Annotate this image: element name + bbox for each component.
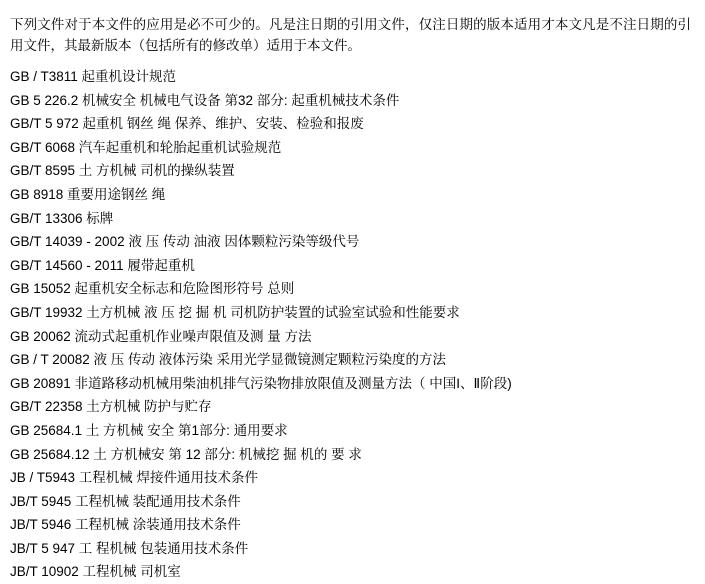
list-item: GB 5 226.2 机械安全 机械电气设备 第32 部分: 起重机械技术条件 [10, 92, 400, 108]
list-item: GB/T 22358 土方机械 防护与贮存 [10, 399, 212, 415]
list-item: GB/T 14560 - 2011 履带起重机 [10, 257, 195, 273]
list-item: GB / T3811 起重机设计规范 [10, 69, 177, 84]
list-item: GB 15052 起重机安全标志和危险图形符号 总则 [10, 281, 295, 297]
intro-paragraph: 下列文件对于本文件的应用是必不可少的。凡是注日期的引用文件，仅注日期的版本适用才本文凡是不注日期的引用文件，其最新版本（包括所有的修改单）适用于本文件。 [10, 17, 691, 53]
list-item: JB / T5943 工程机械 焊接件通用技术条件 [10, 470, 259, 486]
list-item: GB/T 19932 土方机械 液 压 挖 掘 机 司机防护装置的试验室试验和性能要求 [10, 304, 460, 320]
list-item: GB/T 6068 汽车起重机和轮胎起重机试验规范 [10, 139, 282, 155]
list-item: GB 20062 流动式起重机作业噪声限值及测 量 方法 [10, 328, 312, 344]
list-item: GB 25684.12 土 方机械安 第 12 部分: 机械挖 掘 机的 要 求 [10, 446, 362, 462]
list-item: GB/T 5 972 起重机 钢丝 绳 保养、维护、安装、检验和报废 [10, 116, 364, 132]
list-item: JB/T 5945 工程机械 装配通用技术条件 [10, 493, 241, 509]
list-item: GB/T 14039 - 2002 液 压 传动 油液 因体颗粒污染等级代号 [10, 234, 360, 250]
list-item: GB 20891 非道路移动机械用柴油机排气污染物排放限值及测量方法（ 中国I、Ⅱ阶段) [10, 375, 512, 391]
referenced-standards-list [8, 65, 697, 584]
list-item: GB 8918 重要用途钢丝 绳 [10, 186, 166, 202]
list-item: GB 25684.1 土 方机械 安全 第1部分: 通用要求 [10, 422, 288, 438]
list-item: JB/T 5 947 工 程机械 包装通用技术条件 [10, 540, 249, 556]
list-item: GB/T 13306 标牌 [10, 210, 114, 226]
list-item: GB/T 8595 土 方机械 司机的操纵装置 [10, 163, 235, 179]
list-item: JB/T 5946 工程机械 涂装通用技术条件 [10, 517, 241, 533]
list-item: GB / T 20082 液 压 传动 液体污染 采用光学显微镜测定颗粒污染度的方法 [10, 352, 447, 368]
list-item: JB/T 10902 工程机械 司机室 [10, 564, 181, 580]
